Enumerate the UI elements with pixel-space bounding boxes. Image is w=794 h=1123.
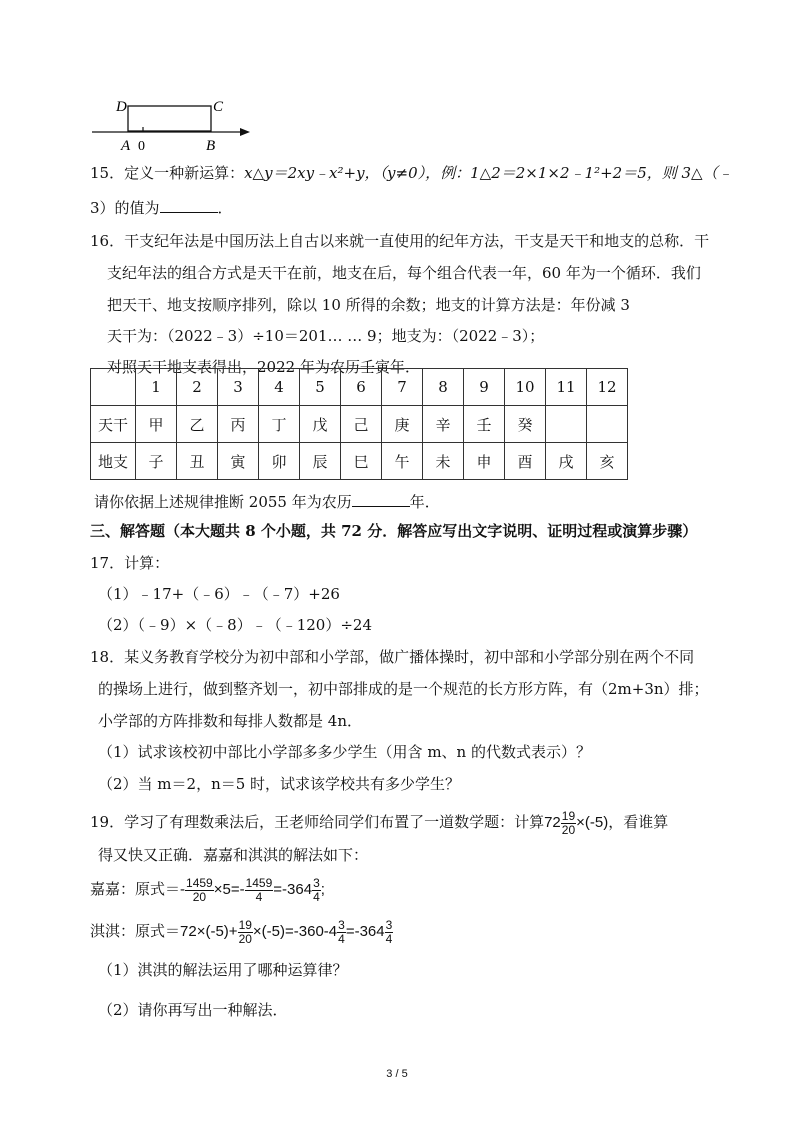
table-cell: 3 [218, 369, 259, 406]
table-cell [546, 406, 587, 443]
table-cell: 甲 [136, 406, 177, 443]
table-cell: 己 [341, 406, 382, 443]
label-a: A [121, 138, 131, 152]
q19-line1 [90, 806, 668, 839]
q16-ask [94, 490, 440, 512]
table-cell: 辛 [423, 406, 464, 443]
fraction-numerator: 19 [561, 808, 576, 823]
number-line-figure [90, 96, 260, 152]
fraction-numerator: 1459 [245, 875, 273, 890]
q16-line5: 对照天干地支表得出，2022 年为农历壬寅年． [107, 358, 420, 376]
table-cell: 5 [300, 369, 341, 406]
table-cell: 12 [587, 369, 628, 406]
q15-line2-text: 3）的值为 [90, 199, 160, 217]
q18-line1: 18．某义务教育学校分为初中部和小学部，做广播体操时，初中部和小学部分别在两个不同 [90, 648, 695, 666]
q18-line3: 小学部的方阵排数和每排人数都是 4n． [98, 712, 362, 730]
q15-line2-end: ． [217, 199, 233, 217]
fraction-numerator: 3 [385, 917, 393, 932]
table-cell: 庚 [382, 406, 423, 443]
q19-part2: （2）请你再写出一种解法． [98, 1001, 288, 1019]
section3-title: 三、解答题（本大题共 8 个小题，共 72 分．解答应写出文字说明、证明过程或演算步骤） [90, 522, 698, 540]
table-cell: 巳 [341, 443, 382, 480]
q16-line1: 16．干支纪年法是中国历法上自古以来就一直使用的纪年方法，干支是天干和地支的总称．干 [90, 232, 710, 250]
table-cell: 11 [546, 369, 587, 406]
label-d: D [116, 99, 127, 115]
qiqi-fraction-3 [385, 919, 394, 946]
q17-part2: （2）（﹣9）×（﹣8）﹣（﹣120）÷24 [98, 616, 372, 634]
table-cell: 8 [423, 369, 464, 406]
table-cell: 9 [464, 369, 505, 406]
table-cell [587, 406, 628, 443]
table-cell: 6 [341, 369, 382, 406]
q19-expr-whole: 72 [544, 814, 561, 831]
q19-jiajia: 嘉嘉：原式＝- $\frac{1459}{20}$ ×5=- $\frac{1459}{4}$ =-364 $\frac{3}{4}$ ; [90, 875, 325, 904]
table-cell: 4 [259, 369, 300, 406]
q16-answer-blank[interactable] [352, 490, 410, 507]
q19-intro-end: ，看谁算 [608, 813, 669, 831]
page-number: 3 / 5 [386, 1068, 408, 1080]
table-cell: 子 [136, 443, 177, 480]
fraction-denominator: 20 [561, 822, 576, 837]
table-cell: 10 [505, 369, 546, 406]
table-cell: 1 [136, 369, 177, 406]
q16-line4: 天干为：（2022﹣3）÷10＝201… … 9；地支为：（2022﹣3）； [107, 327, 545, 345]
q16-line2: 支纪年法的组合方式是天干在前，地支在后，每个组合代表一年，60 年为一个循环．我们 [107, 264, 701, 282]
q18-part1: （1）试求该校初中部比小学部多多少学生（用含 m、n 的代数式表示）？ [98, 743, 591, 761]
fraction-numerator: 3 [338, 917, 345, 932]
table-header-row [91, 369, 628, 406]
q18-part2: （2）当 m＝2，n＝5 时，试求该学校共有多少学生？ [98, 775, 461, 793]
fraction-numerator: 19 [238, 917, 252, 932]
q19-qiqi [90, 914, 393, 949]
q16-line3: 把天干、地支按顺序排列，除以 10 所得的余数；地支的计算方法是：年份减 3 [107, 296, 630, 314]
table-cell [91, 369, 136, 406]
table-cell: 寅 [218, 443, 259, 480]
qiqi-fraction-1 [238, 919, 253, 946]
fraction-numerator: 3 [313, 875, 320, 890]
table-cell: 辰 [300, 443, 341, 480]
jiajia-label: 嘉嘉：原式＝ [90, 880, 181, 898]
fraction-denominator: 4 [313, 889, 320, 904]
table-row-dizhi [91, 443, 628, 480]
jiajia-mid: ×5=- [213, 881, 245, 898]
qiqi-part-b: ×(-5)=-360-4 [252, 923, 338, 940]
q19-expr-fraction [561, 810, 576, 837]
table-cell: 7 [382, 369, 423, 406]
table-cell: 2 [177, 369, 218, 406]
table-cell: 癸 [505, 406, 546, 443]
table-cell: 丁 [259, 406, 300, 443]
q17-part1: （1）﹣17+（﹣6）﹣（﹣7）+26 [98, 585, 340, 603]
table-cell: 戊 [300, 406, 341, 443]
jiajia-end: ; [320, 881, 325, 898]
q19-line2: 得又快又正确．嘉嘉和淇淇的解法如下： [98, 846, 369, 864]
q15-answer-blank[interactable] [160, 196, 218, 213]
q19-expr-tail: ×(-5) [576, 814, 609, 831]
table-cell: 卯 [259, 443, 300, 480]
axis-arrow-icon [240, 128, 250, 136]
table-cell: 壬 [464, 406, 505, 443]
fraction-denominator: 20 [192, 889, 207, 904]
jiajia-fraction-1 [185, 877, 214, 904]
label-c: C [213, 99, 224, 115]
q15-formula: x△y＝2xy﹣x²+y，（y≠0），例：1△2＝2×1×2﹣1²+2＝5，则 3△（﹣ [244, 164, 733, 182]
fraction-denominator: 4 [338, 931, 345, 946]
jiajia-fraction-3 [312, 877, 321, 904]
q18-line2: 的操场上进行，做到整齐划一，初中部排成的是一个规范的长方形方阵，有（2m+3n）排； [98, 680, 709, 698]
q19-part1: （1）淇淇的解法运用了哪种运算律？ [98, 961, 348, 979]
fraction-denominator: 4 [385, 931, 393, 946]
table-cell: 亥 [587, 443, 628, 480]
label-b: B [206, 138, 216, 152]
fraction-denominator: 4 [255, 889, 263, 904]
table-cell: 乙 [177, 406, 218, 443]
qiqi-part-a: 72×(-5)+ [180, 923, 238, 940]
table-cell: 酉 [505, 443, 546, 480]
q16-ask-end: 年． [409, 493, 440, 511]
table-cell: 丙 [218, 406, 259, 443]
table-cell: 申 [464, 443, 505, 480]
q15-line2 [90, 196, 233, 218]
table-row-tiangan [91, 406, 628, 443]
label-zero: 0 [138, 139, 145, 152]
table-cell: 丑 [177, 443, 218, 480]
table-cell: 午 [382, 443, 423, 480]
rectangle-abcd [128, 106, 211, 131]
q17-title: 17．计算： [90, 554, 170, 572]
jiajia-fraction-2 [245, 877, 274, 904]
qiqi-fraction-2 [337, 919, 346, 946]
q16-ask-text: 请你依据上述规律推断 2055 年为农历 [94, 493, 352, 511]
fraction-denominator: 20 [238, 931, 252, 946]
table-cell: 地支 [91, 443, 136, 480]
fraction-numerator: 1459 [186, 875, 213, 890]
qiqi-label: 淇淇：原式＝ [90, 922, 181, 940]
q15-number-label: 15．定义一种新运算： [90, 164, 245, 182]
jiajia-eq: =-364 [273, 881, 313, 898]
table-cell: 未 [423, 443, 464, 480]
table-cell: 戌 [546, 443, 587, 480]
qiqi-part-c: =-364 [345, 923, 385, 940]
q15-line1 [90, 163, 733, 183]
q19-intro: 19．学习了有理数乘法后，王老师给同学们布置了一道数学题：计算 [90, 813, 545, 831]
table-cell: 天干 [91, 406, 136, 443]
tiangan-dizhi-table [90, 368, 628, 480]
